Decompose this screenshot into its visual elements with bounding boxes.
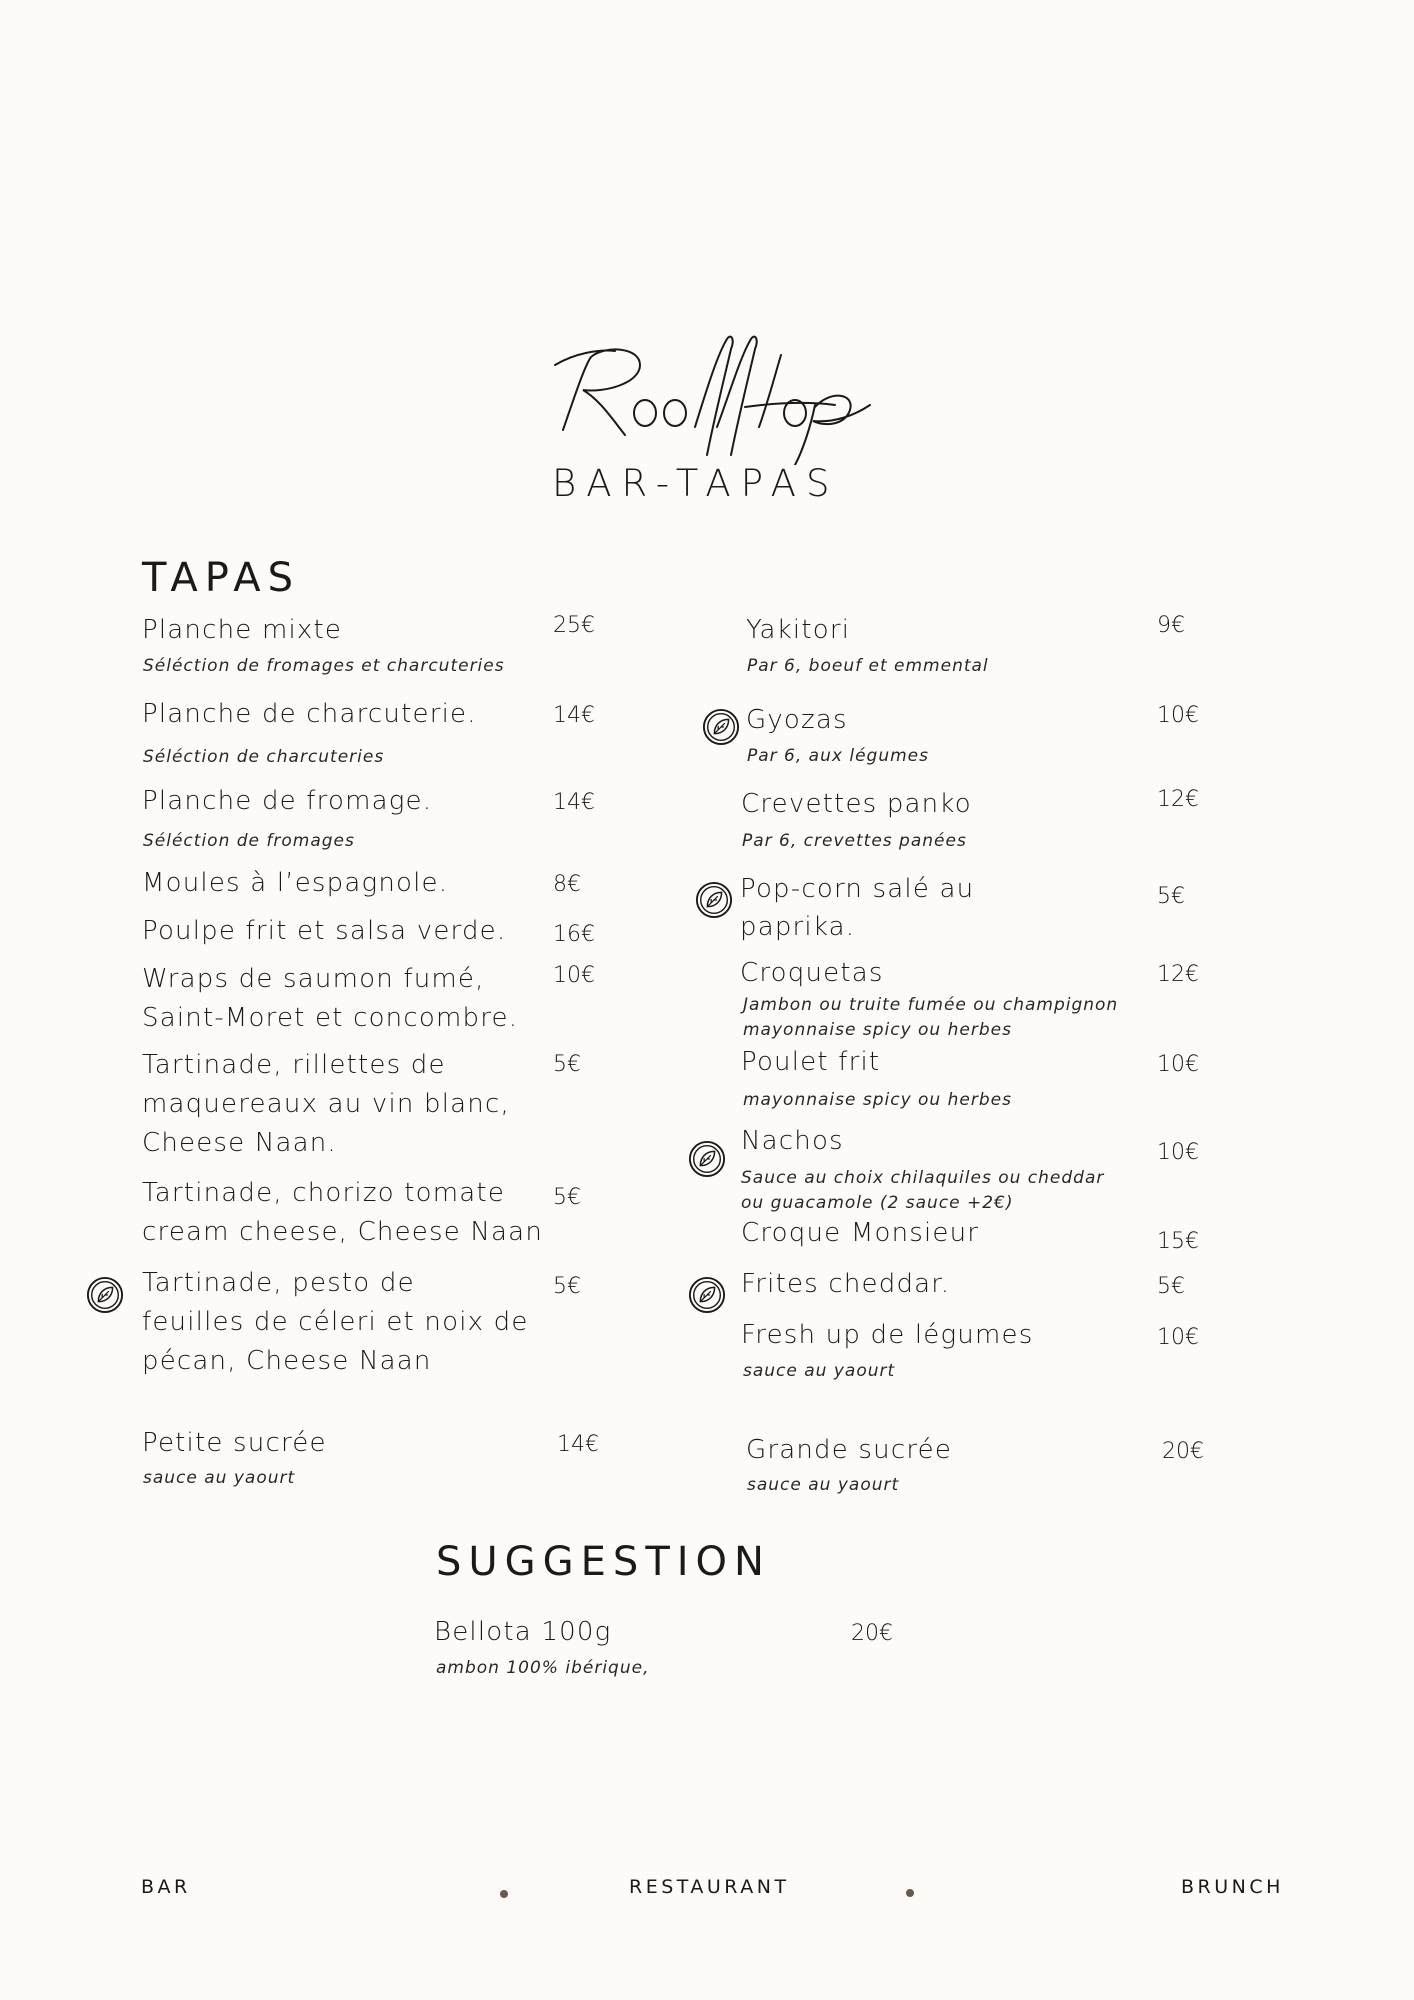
item-price: 15€ [1157,1229,1199,1254]
item-price: 14€ [557,1432,599,1457]
item-price: 10€ [1157,1052,1199,1077]
item-price: 10€ [1157,1140,1199,1165]
item-name: Crevettes panko [741,789,972,819]
leaf-icon [702,708,740,746]
item-price: 9€ [1157,613,1185,638]
footer-dot [906,1889,914,1897]
suggestion-title: SUGGESTION [436,1539,771,1585]
item-name: Planche de charcuterie. [142,699,477,729]
footer-dot [500,1890,508,1898]
item-name: Wraps de saumon fumé, [142,964,485,994]
footer-bar: BAR [141,1876,191,1898]
item-price: 16€ [553,922,595,947]
item-description: Séléction de fromages [143,831,355,851]
item-description: sauce au yaourt [747,1475,900,1495]
item-description: ou guacamole (2 sauce +2€) [741,1193,1014,1213]
item-price: 10€ [1157,1325,1199,1350]
item-name: Croque Monsieur [741,1218,980,1248]
item-description: Par 6, boeuf et emmental [747,656,989,676]
tapas-title: TAPAS [142,555,301,601]
item-price: 5€ [1157,1274,1185,1299]
suggestion-item-price: 20€ [851,1621,893,1646]
leaf-icon [86,1276,124,1314]
item-description: Sauce au choix chilaquiles ou cheddar [741,1168,1105,1188]
leaf-icon [695,881,733,919]
item-description: Séléction de fromages et charcuteries [143,656,505,676]
item-price: 10€ [1157,703,1199,728]
item-price: 25€ [553,613,595,638]
leaf-icon [688,1276,726,1314]
item-price: 5€ [553,1052,581,1077]
item-price: 14€ [553,703,595,728]
item-name: Gyozas [746,705,848,735]
item-name: Grande sucrée [746,1435,953,1465]
item-name: Poulet frit [741,1047,881,1077]
item-name: Cheese Naan. [142,1128,337,1158]
item-price: 5€ [553,1185,581,1210]
item-description: mayonnaise spicy ou herbes [743,1020,1012,1040]
footer-brunch: BRUNCH [1181,1876,1284,1898]
item-price: 20€ [1162,1439,1204,1464]
item-price: 12€ [1157,962,1199,987]
rooftop-logo [545,335,875,465]
suggestion-item-description: ambon 100% ibérique, [436,1658,650,1678]
item-description: Par 6, aux légumes [747,746,929,766]
item-price: 8€ [553,872,581,897]
item-price: 12€ [1157,787,1199,812]
item-name: feuilles de céleri et noix de [142,1307,529,1337]
item-description: mayonnaise spicy ou herbes [743,1090,1012,1110]
item-name: Tartinade, chorizo tomate [142,1178,506,1208]
item-name: Tartinade, pesto de [142,1268,415,1298]
item-name: Poulpe frit et salsa verde. [142,916,507,946]
item-name: pécan, Cheese Naan [142,1346,432,1376]
leaf-icon [688,1140,726,1178]
item-name: maquereaux au vin blanc, [142,1089,510,1119]
item-name: Planche de fromage. [142,786,433,816]
item-description: Par 6, crevettes panées [742,831,967,851]
item-name: Fresh up de légumes [741,1320,1034,1350]
item-name: cream cheese, Cheese Naan [142,1217,543,1247]
item-name: Croquetas [740,958,884,988]
item-name: Petite sucrée [142,1428,327,1458]
item-name: Pop-corn salé au [740,874,975,904]
item-name: Planche mixte [142,615,343,645]
item-description: sauce au yaourt [743,1361,896,1381]
item-name: paprika. [740,912,856,942]
item-price: 14€ [553,790,595,815]
footer-restaurant: RESTAURANT [629,1876,790,1898]
item-description: sauce au yaourt [143,1468,296,1488]
item-name: Saint-Moret et concombre. [142,1003,519,1033]
item-description: Séléction de charcuteries [143,747,385,767]
logo-subtitle: BAR-TAPAS [552,462,840,505]
item-price: 5€ [1157,884,1185,909]
suggestion-item-name: Bellota 100g [434,1617,612,1647]
item-name: Moules à l’espagnole. [142,868,449,898]
item-price: 10€ [553,963,595,988]
item-name: Frites cheddar. [741,1269,951,1299]
item-name: Nachos [741,1126,844,1156]
item-price: 5€ [553,1274,581,1299]
item-description: Jambon ou truite fumée ou champignon [743,995,1119,1015]
item-name: Yakitori [746,615,851,645]
item-name: Tartinade, rillettes de [142,1050,446,1080]
